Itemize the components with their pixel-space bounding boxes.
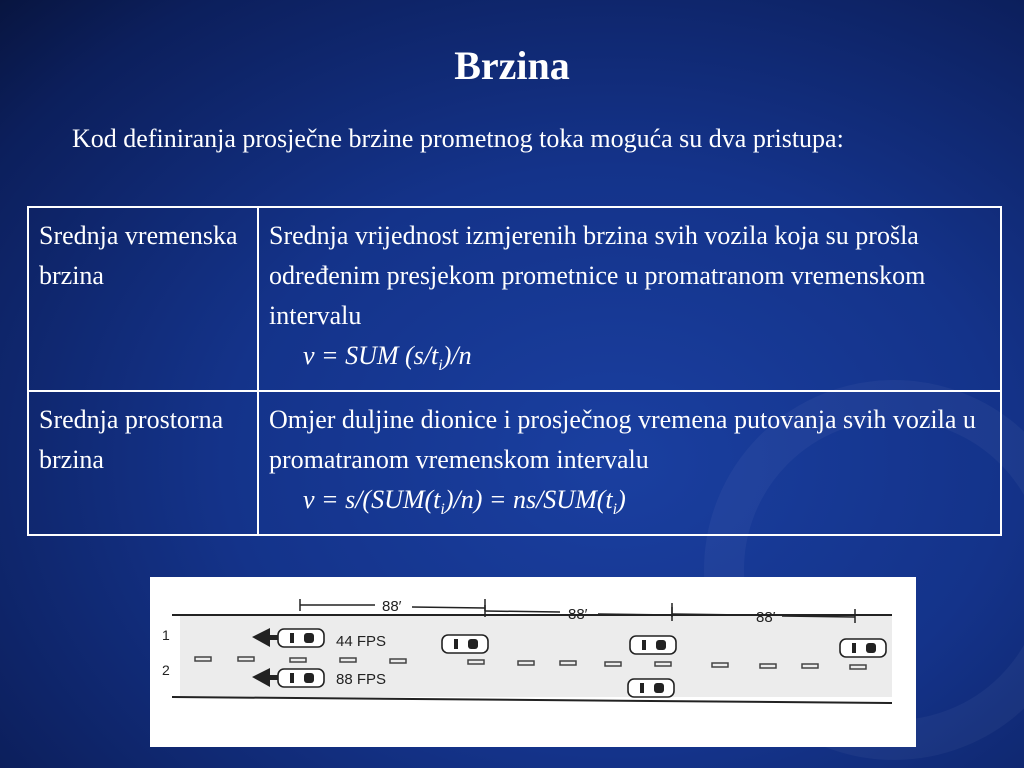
definitions-table [27,206,1002,536]
distance-label: 88′ [568,606,588,623]
definition-text: Omjer duljine dionice i prosječnog vremena putovanja svih vozila u promatranom vremenskom intervalu [269,405,976,475]
intro-text: Kod definiranja prosječne brzine prometnog toka moguća su dva pristupa: [72,124,844,153]
formula: $v = s/(SUM(t_i)/n) = ns/SUM(t_i)$ [303,485,626,519]
lane-label: 2 [162,662,170,678]
distance-label: 88′ [756,609,776,626]
definition-text: Srednja vrijednost izmjerenih brzina svih vozila koja su prošla određenim presjekom prometnice u promatranom vremenskom intervalu [269,221,926,330]
table-row [28,207,1001,391]
lane-label: 1 [162,627,170,643]
definition-cell [258,391,1001,535]
term-cell: Srednja vremenska brzina [28,207,258,391]
speed-label: 88 FPS [336,671,387,688]
slide-title: Brzina [454,43,570,88]
speed-label: 44 FPS [336,633,387,650]
traffic-diagram [150,577,916,747]
term-cell: Srednja prostorna brzina [28,391,258,535]
table-row [28,391,1001,535]
road-edge-bottom [172,697,892,703]
definition-cell [258,207,1001,391]
distance-label: 88′ [382,598,402,615]
formula: v = SUM $(s/t_i)/n$ [303,341,472,375]
